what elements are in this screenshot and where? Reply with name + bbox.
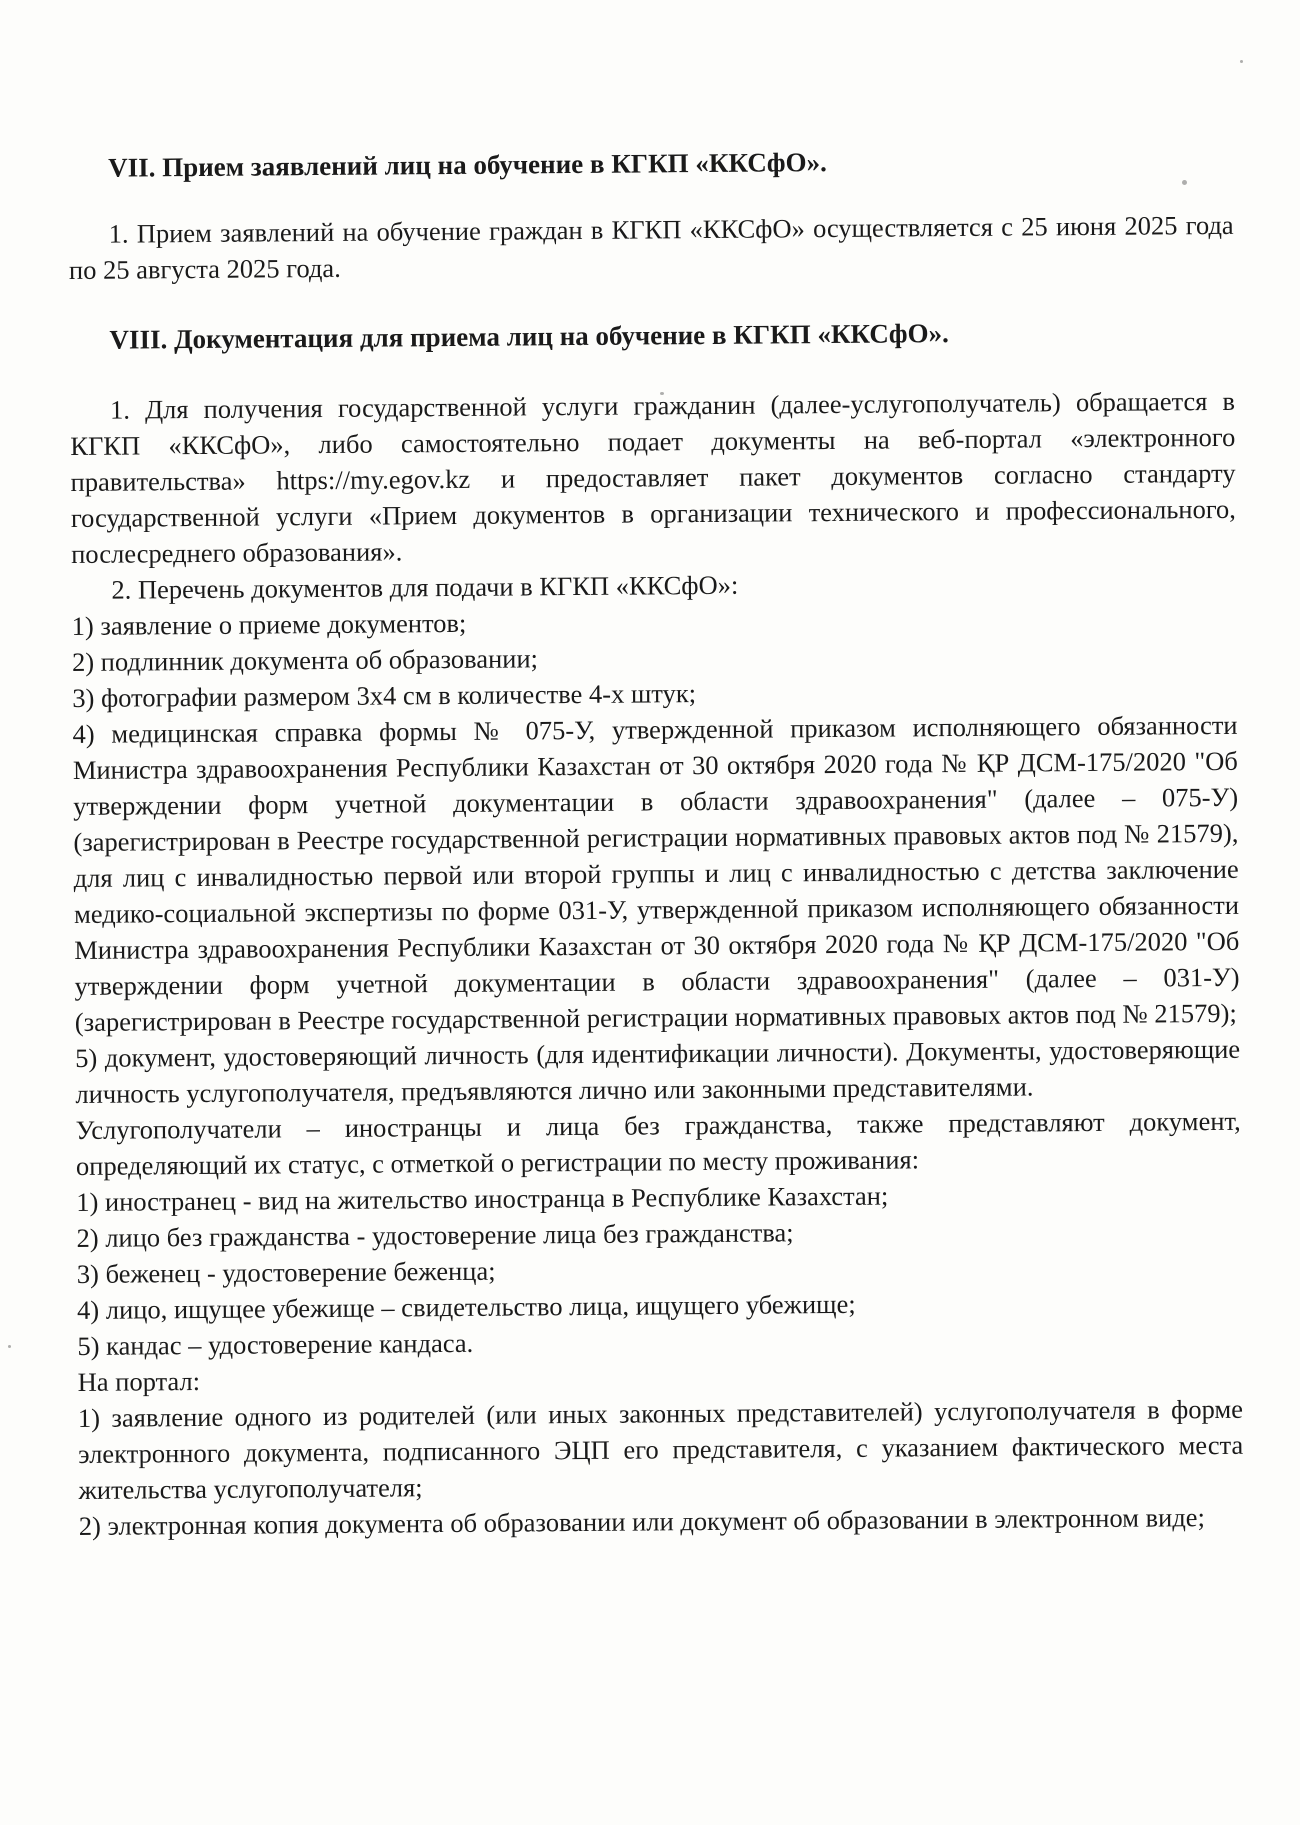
section-7-heading: VII. Прием заявлений лиц на обучение в КГКП «ККСфО». bbox=[108, 147, 827, 183]
list-item: 4) лицо, ищущее убежище – свидетельство лица, ищущего убежище; bbox=[76, 1288, 856, 1325]
section-8-paragraph-1: 1. Для получения государственной услуги гражданин (далее-услугополучатель) обращается в КГКП «ККСфО», либо самостоятельно подает документы на веб-портал «электронного правительства» https://my.egov.kz и предоставляет пакет документов согласно стандарту государственной услуги «Прием документов в организации технического и профессионального, послесреднего образования». bbox=[70, 385, 1236, 569]
scan-speck bbox=[1240, 60, 1243, 63]
list-item: 4) медицинская справка формы № 075-У, утвержденной приказом исполняющего обязанности Министра здравоохранения Республики Казахстан от 30 октября 2020 года № ҚР ДСМ-175/2020 "Об утверждении форм учетной документации в области здравоохранения" (далее – 075-У) (зарегистрирован в Реестре государственной регистрации нормативных правовых актов под № 21579), для лиц с инвалидностью первой или второй группы и лиц с инвалидностью с детства заключение медико-социальной экспертизы по форме 031-У, утвержденной приказом исполняющего обязанности Министра здравоохранения Республики Казахстан от 30 октября 2020 года № ҚР ДСМ-175/2020 "Об утверждении форм учетной документации в области здравоохранения" (далее – 031-У) (зарегистрирован в Реестре государственной регистрации нормативных правовых актов под № 21579); bbox=[72, 709, 1240, 1037]
foreigners-intro: Услугополучатели – иностранцы и лица без гражданства, также представляют документ, определяющий их статус, с отметкой о регистрации по месту проживания: bbox=[75, 1105, 1241, 1181]
portal-list bbox=[78, 1391, 1244, 1544]
list-item: 2) подлинник документа об образовании; bbox=[71, 643, 539, 677]
portal-intro: На портал: bbox=[77, 1366, 201, 1397]
list-item: 2) электронная копия документа об образовании или документ об образовании в электронном виде; bbox=[78, 1502, 1205, 1541]
section-7-paragraph-1: 1. Прием заявлений на обучение граждан в КГКП «ККСфО» осуществляется с 25 июня 2025 года по 25 августа 2025 года. bbox=[68, 209, 1234, 285]
document-body bbox=[68, 141, 1244, 1544]
scan-speck bbox=[8, 1345, 11, 1348]
list-item: 1) иностранец - вид на жительство иностранца в Республике Казахстан; bbox=[76, 1180, 889, 1217]
section-8-paragraph-2: 2. Перечень документов для подачи в КГКП «ККСфО»: bbox=[111, 569, 739, 605]
list-item: 5) документ, удостоверяющий личность (для идентификации личности). Документы, удостоверяющие личность услугополучателя, предъявляются лично или законными представителями. bbox=[75, 1033, 1241, 1109]
list-item: 5) кандас – удостоверение кандаса. bbox=[77, 1327, 474, 1361]
list-item: 1) заявление одного из родителей (или иных законных представителей) услугополучателя в форме электронного документа, подписанного ЭЦП его представителя, с указанием фактического места жительства услугополучателя; bbox=[77, 1393, 1244, 1505]
list-item: 3) фотографии размером 3х4 см в количестве 4-х штук; bbox=[72, 678, 697, 713]
foreigners-list bbox=[76, 1175, 1242, 1364]
documents-list bbox=[72, 599, 1241, 1112]
list-item: 1) заявление о приеме документов; bbox=[71, 607, 467, 641]
list-item: 3) беженец - удостоверение беженца; bbox=[76, 1255, 496, 1289]
section-8-heading: VIII. Документация для приема лиц на обучение в КГКП «ККСфО». bbox=[109, 318, 949, 355]
list-item: 2) лицо без гражданства - удостоверение лица без гражданства; bbox=[76, 1217, 794, 1253]
